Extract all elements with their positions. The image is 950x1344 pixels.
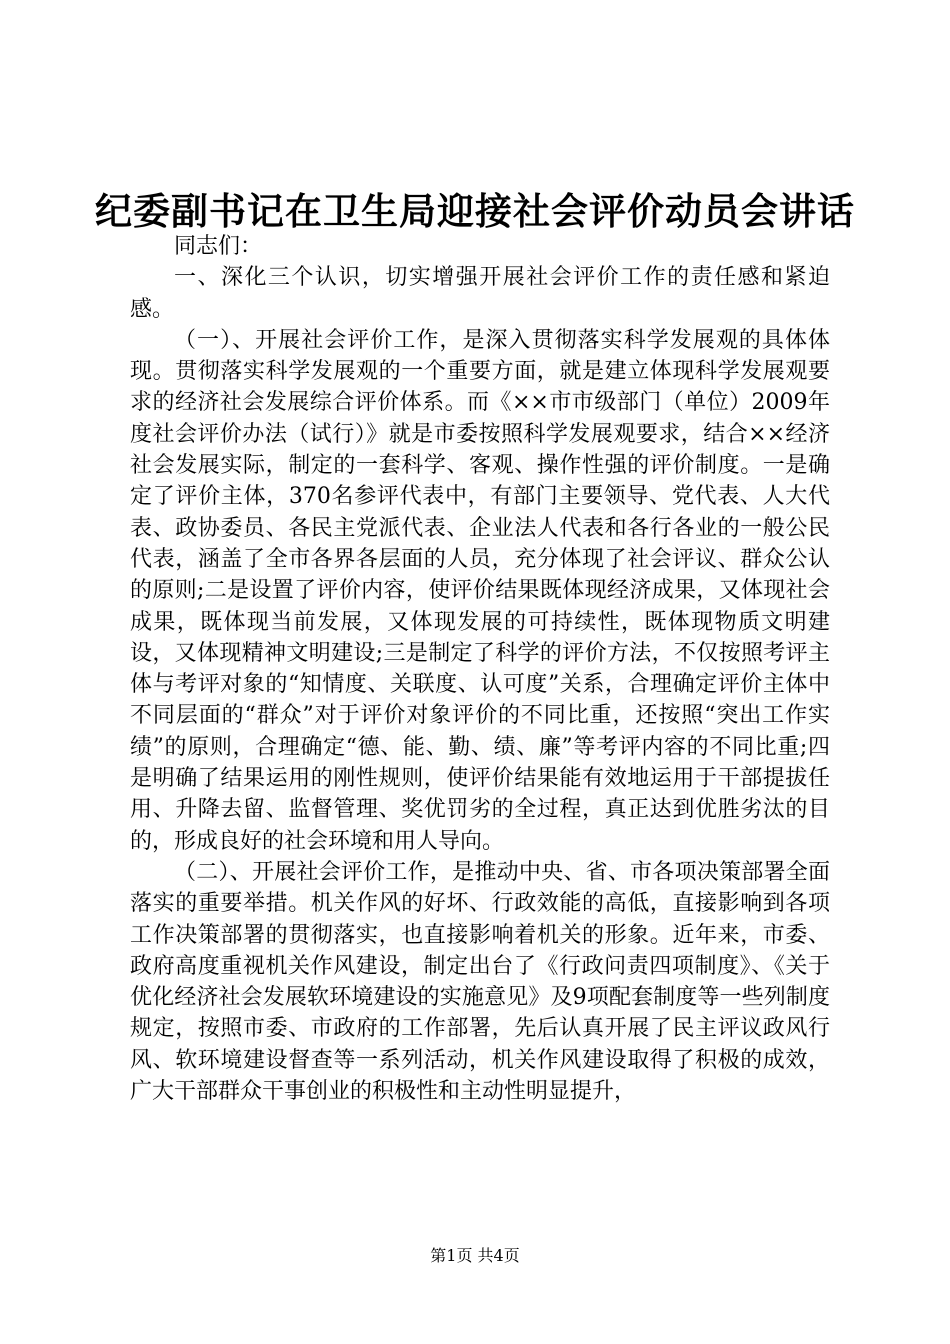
- paragraph-2: （一）、开展社会评价工作，是深入贯彻落实科学发展观的具体体现。贯彻落实科学发展观的一个重要方面，就是建立体现科学发展观要求的经济社会发展综合评价体系。而《××市市级部门（单位）2009年度社会评价办法（试行）》就是市委按照科学发展观要求，结合××经济社会发展实际，制定的一套科学、客观、操作性强的评价制度。一是确定了评价主体，370名参评代表中，有部门主要领导、党代表、人大代表、政协委员、各民主党派代表、企业法人代表和各行各业的一般公民代表，涵盖了全市各界各层面的人员，充分体现了社会评议、群众公认的原则;二是设置了评价内容，使评价结果既体现经济成果，又体现社会成果，既体现当前发展，又体现发展的可持续性，既体现物质文明建设，又体现精神文明建设;三是制定了科学的评价方法，不仅按照考评主体与考评对象的“知情度、关联度、认可度”关系，合理确定评价主体中不同层面的“群众”对于评价对象评价的不同比重，还按照“突出工作实绩”的原则，合理确定“德、能、勤、绩、廉”等考评内容的不同比重;四是明确了结果运用的刚性规则，使评价结果能有效地运用于干部提拔任用、升降去留、监督管理、奖优罚劣的全过程，真正达到优胜劣汰的目的，形成良好的社会环境和用人导向。: [130, 327, 830, 854]
- paragraph-3: （二）、开展社会评价工作，是推动中央、省、市各项决策部署全面落实的重要举措。机关作风的好坏、行政效能的高低，直接影响到各项工作决策部署的贯彻落实，也直接影响着机关的形象。近年来，市委、政府高度重视机关作风建设，制定出台了《行政问责四项制度》、《关于优化经济社会发展软环境建设的实施意见》及9项配套制度等一些列制度规定，按照市委、市政府的工作部署，先后认真开展了民主评议政风行风、软环境建设督查等一系列活动，机关作风建设取得了积极的成效，广大干部群众干事创业的积极性和主动性明显提升，: [130, 859, 830, 1105]
- document-body: [130, 231, 830, 1107]
- page-number-footer: 第1页 共4页: [430, 1246, 520, 1265]
- paragraph-1: 一、深化三个认识，切实增强开展社会评价工作的责任感和紧迫感。: [130, 265, 830, 322]
- salutation: 同志们：: [174, 234, 263, 259]
- document-title: 纪委副书记在卫生局迎接社会评价动员会讲话: [95, 189, 855, 233]
